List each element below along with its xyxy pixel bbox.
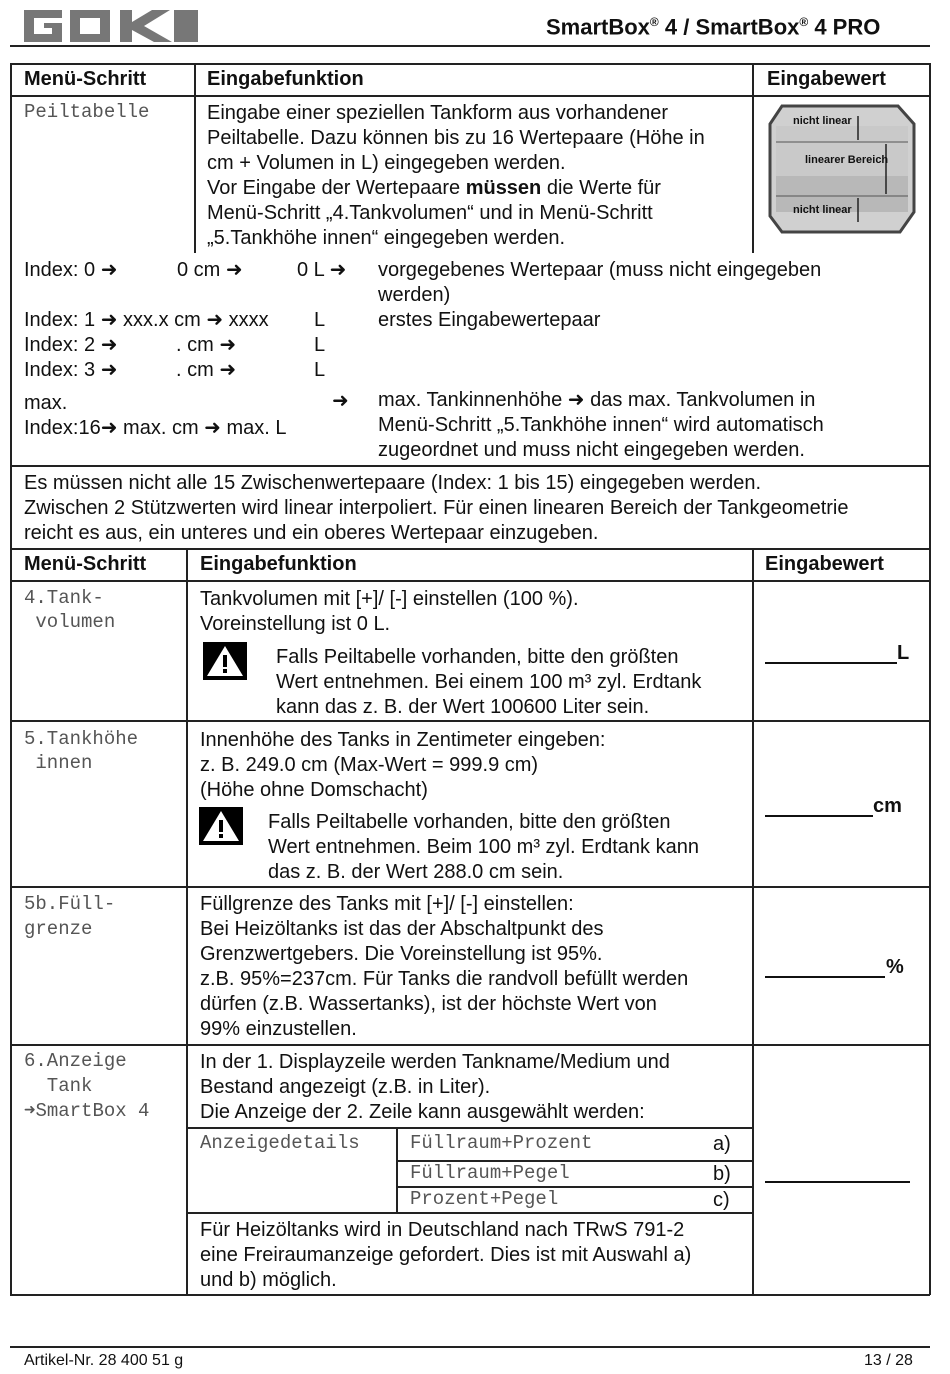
t2-row3-bottom	[10, 1044, 930, 1046]
t2-row2-bottom	[10, 886, 930, 888]
anzeigedetails-label: Anzeigedetails	[200, 1132, 360, 1154]
step-peiltabelle: Peiltabelle	[24, 101, 150, 123]
t2-col1	[186, 548, 188, 1294]
t1-header-function: Eingabefunktion	[207, 68, 364, 90]
tankvolumen-text-1: Tankvolumen mit [+]/ [-] einstellen (100 %).	[200, 588, 579, 610]
diagram-label-bottom: nicht linear	[793, 204, 852, 216]
warning-icon	[199, 807, 243, 845]
t1-top	[10, 63, 930, 65]
detail-bottom	[186, 1212, 752, 1214]
t2-col2	[752, 548, 754, 1294]
page-number: 13 / 28	[864, 1352, 913, 1369]
detail-col	[396, 1127, 398, 1212]
tankhoehe-unit: cm	[873, 795, 902, 817]
t1-col2	[752, 63, 754, 253]
detail-top	[186, 1127, 752, 1129]
tankvolumen-text-2: Voreinstellung ist 0 L.	[200, 613, 391, 635]
tankvolumen-input-line[interactable]	[765, 662, 897, 664]
t1-divider	[10, 465, 930, 467]
t2-top	[10, 548, 930, 550]
t2-header-step: Menü-Schritt	[24, 553, 147, 575]
t1-header-bottom	[10, 95, 930, 97]
right-border	[929, 63, 931, 1295]
article-number: Artikel-Nr. 28 400 51 g	[24, 1352, 184, 1369]
diagram-label-middle: linearer Bereich	[805, 154, 889, 166]
diagram-label-top: nicht linear	[793, 115, 852, 127]
t2-row1-bottom	[10, 720, 930, 722]
header-rule	[10, 45, 930, 47]
t1-col1	[194, 63, 196, 253]
document-title: SmartBox® 4 / SmartBox® 4 PRO	[546, 14, 881, 40]
t1-header-step: Menü-Schritt	[24, 68, 147, 90]
t1-header-value: Eingabewert	[767, 68, 886, 90]
left-border	[10, 63, 12, 1295]
t2-header-bottom	[10, 580, 930, 582]
fuellgrenze-input-line[interactable]	[765, 976, 885, 978]
t2-header-function: Eingabefunktion	[200, 553, 357, 575]
fuellgrenze-unit: %	[886, 956, 904, 978]
t2-header-value: Eingabewert	[765, 553, 884, 575]
gok-logo	[24, 10, 200, 42]
t2-bottom	[10, 1294, 930, 1296]
tankhoehe-input-line[interactable]	[765, 815, 873, 817]
anzeige-input-line[interactable]	[765, 1181, 910, 1183]
warning-icon	[203, 642, 247, 680]
tankvolumen-unit: L	[897, 642, 910, 664]
